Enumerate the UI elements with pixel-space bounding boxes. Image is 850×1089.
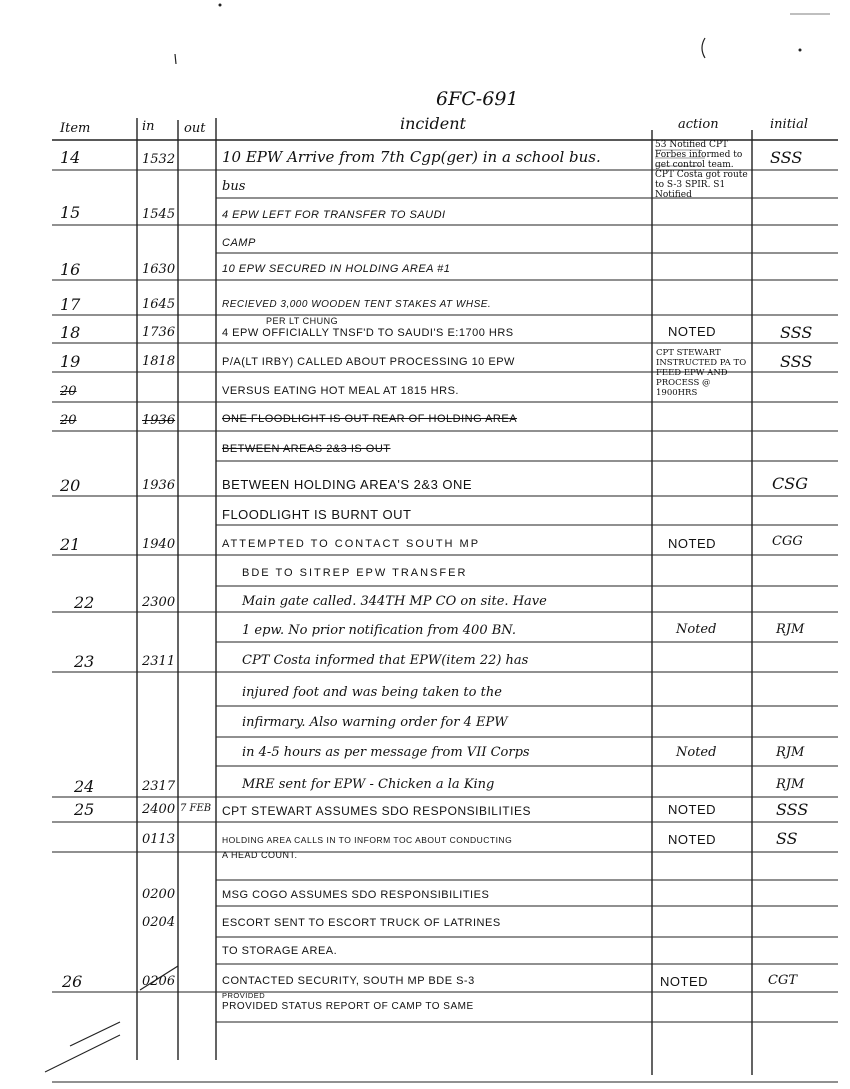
incident-text: BETWEEN AREAS 2&3 IS OUT [222,443,391,455]
item-number: 15 [60,203,81,222]
incident-text: PROVIDED STATUS REPORT OF CAMP TO SAME [222,1001,474,1012]
item-number: 24 [74,777,95,796]
initial: CSG [772,474,808,493]
incident-text: injured foot and was being taken to the [242,685,502,700]
time-in: 2300 [142,595,176,610]
header-initial: initial [770,117,808,132]
incident-text: infirmary. Also warning order for 4 EPW [242,715,508,730]
time-in: 2317 [142,779,176,794]
time-in: 1630 [142,262,176,277]
incident-text: BDE TO SITREP EPW TRANSFER [242,567,468,579]
incident-text: TO STORAGE AREA. [222,945,338,957]
annotation-above: PER LT CHUNG [266,316,339,326]
incident-text: MSG COGO ASSUMES SDO RESPONSIBILITIES [222,889,490,901]
time-in: 0206 [142,974,176,989]
initial: RJM [776,777,805,792]
item-number: 25 [74,800,95,819]
time-in: 1818 [142,354,176,369]
incident-text: RECIEVED 3,000 WOODEN TENT STAKES AT WHSE. [222,299,492,310]
incident-text: 10 EPW SECURED IN HOLDING AREA #1 [222,263,451,275]
action: Noted [676,745,717,760]
action: NOTED [668,832,716,847]
action: NOTED [660,974,708,989]
item-number: 14 [60,148,81,167]
incident-text: FLOODLIGHT IS BURNT OUT [222,507,412,522]
time-in: 2400 [142,802,176,817]
time-in: 1936 [142,478,176,493]
action: NOTED [668,802,716,817]
header-item: Item [60,121,91,136]
item-number: 20 [60,413,77,428]
annotation-above: PROVIDED [222,991,266,1000]
item-number: 19 [60,352,81,371]
time-in: 0113 [142,832,176,847]
incident-text: HOLDING AREA CALLS IN TO INFORM TOC ABOUT CONDUCTING [222,835,513,845]
incident-text: Main gate called. 344TH MP CO on site. Have [242,594,547,609]
initial: SSS [770,148,803,167]
doc-id: 6FC-691 [436,88,519,110]
incident-text: VERSUS EATING HOT MEAL AT 1815 HRS. [222,385,459,397]
incident-text: ATTEMPTED TO CONTACT SOUTH MP [222,538,481,550]
item-number: 17 [60,295,81,314]
time-in: 1736 [142,325,176,340]
item-number: 16 [60,260,81,279]
time-in: 1645 [142,297,176,312]
incident-text: BETWEEN HOLDING AREA'S 2&3 ONE [222,477,473,492]
item-number: 18 [60,323,81,342]
action: NOTED [668,324,716,339]
time-in: 0204 [142,915,176,930]
incident-text: ONE FLOODLIGHT IS OUT REAR OF HOLDING AREA [222,413,518,425]
initial: CGT [768,973,798,988]
incident-text: 4 EPW LEFT FOR TRANSFER TO SAUDI [222,209,446,221]
action-note: CPT STEWART INSTRUCTED PA TO FEED EPW AND PROCESS @ 1900HRS [656,348,747,398]
item-number: 26 [62,972,83,991]
item-number: 20 [60,384,77,399]
initial: SSS [780,352,813,371]
initial: SSS [776,800,809,819]
incident-text: CONTACTED SECURITY, SOUTH MP BDE S-3 [222,975,475,987]
time-in: 1545 [142,207,176,222]
incident-text: in 4-5 hours as per message from VII Corps [242,745,530,760]
time-in: 1940 [142,537,176,552]
header-out: out [184,121,206,136]
header-action: action [678,117,719,132]
action: NOTED [668,536,716,551]
action: Noted [676,622,717,637]
item-number: 21 [60,535,81,554]
time-in: 0200 [142,887,176,902]
initial: SSS [780,323,813,342]
initial: CGG [772,534,803,549]
incident-text: CPT Costa informed that EPW(item 22) has [242,653,529,668]
item-number: 20 [60,476,81,495]
header-in: in [142,119,155,134]
item-number: 23 [74,652,95,671]
incident-text: CAMP [222,237,256,249]
header-incident: incident [400,114,466,133]
incident-text: P/A(LT IRBY) CALLED ABOUT PROCESSING 10 EPW [222,356,515,368]
initial: SS [776,829,798,848]
incident-text: ESCORT SENT TO ESCORT TRUCK OF LATRINES [222,917,501,929]
initial: RJM [776,745,805,760]
incident-text: bus [222,179,246,194]
item-number: 22 [74,593,95,612]
incident-text: A HEAD COUNT. [222,850,298,860]
time-in: 1936 [142,413,176,428]
time-in: 1532 [142,152,176,167]
incident-text: CPT STEWART ASSUMES SDO RESPONSIBILITIES [222,804,531,818]
action-note: 53 Notified CPT Forbes informed to get control team. CPT Costa got route to S-3 SPIR. S1 Notified [655,140,748,200]
incident-text: 1 epw. No prior notification from 400 BN. [242,623,516,638]
incident-text: 4 EPW OFFICIALLY TNSF'D TO SAUDI'S E:1700 HRS [222,327,514,339]
time-in: 2311 [142,654,176,669]
incident-text: 10 EPW Arrive from 7th Cgp(ger) in a school bus. [222,148,601,166]
incident-text: MRE sent for EPW - Chicken a la King [242,777,495,792]
initial: RJM [776,622,805,637]
time-out: 7 FEB [180,803,212,814]
